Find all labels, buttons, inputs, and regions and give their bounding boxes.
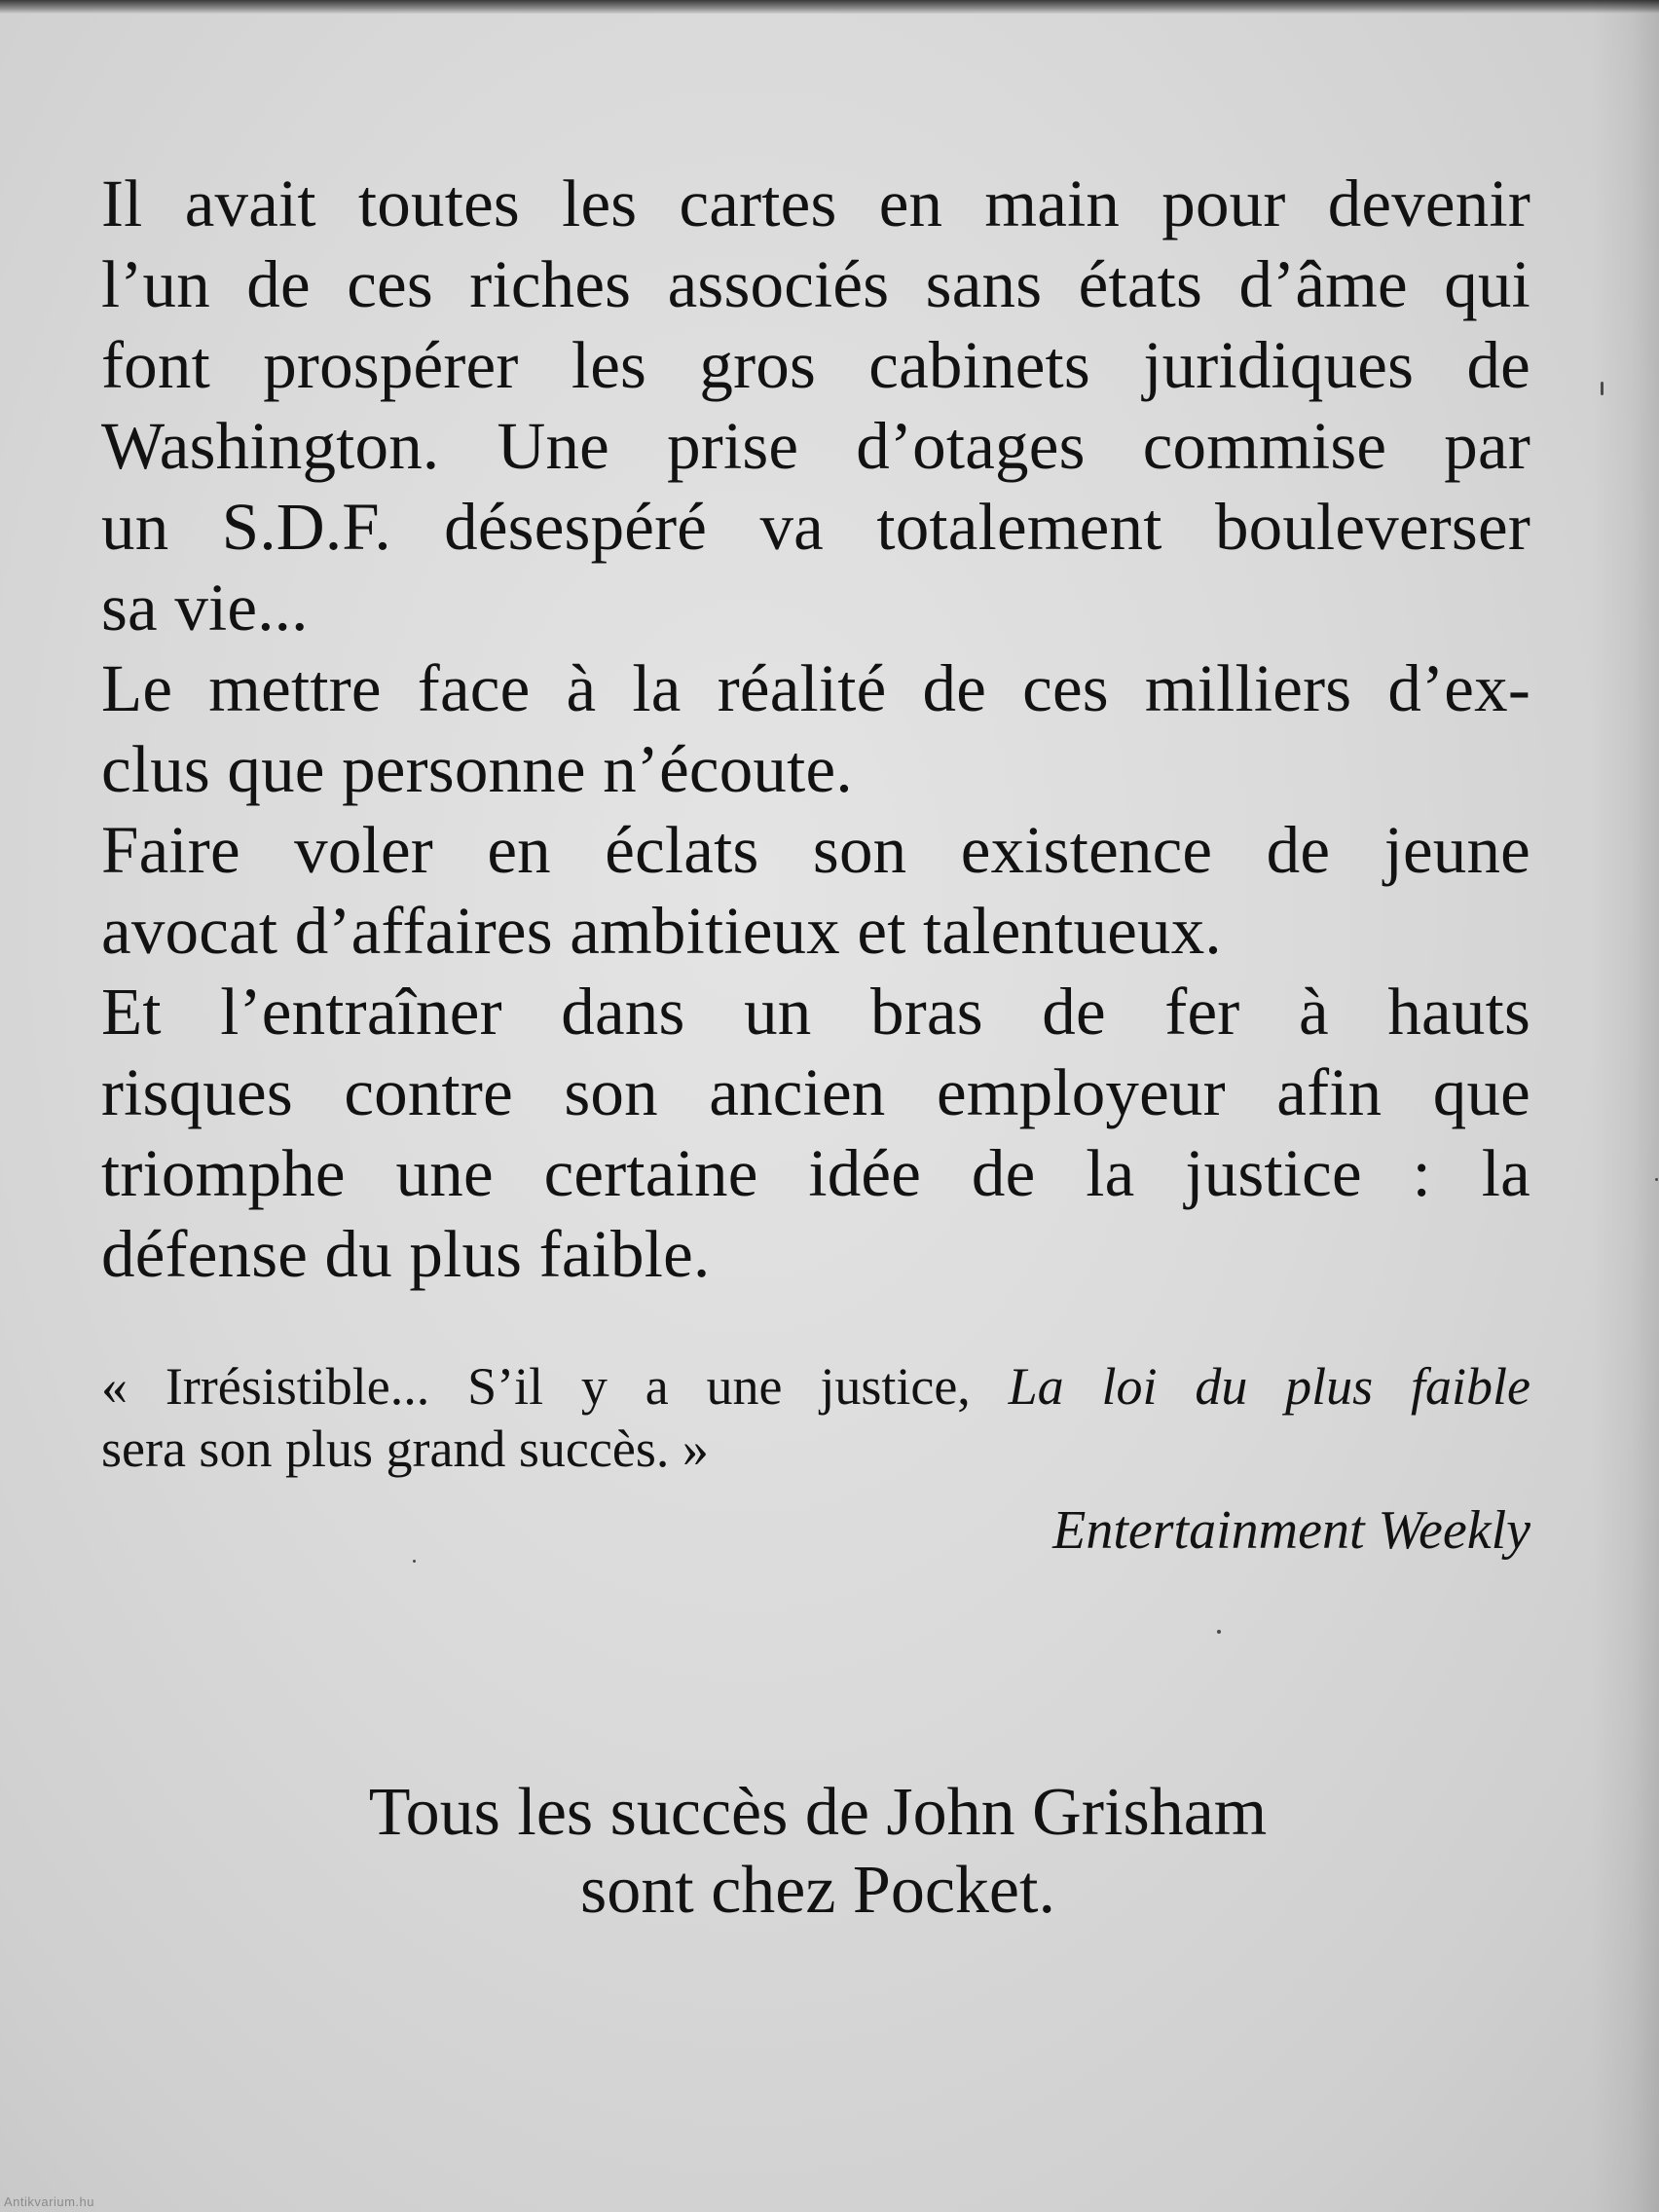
blurb-line: triomphe une certaine idée de la justice : la — [101, 1136, 1530, 1210]
blurb-line: Washington. Une prise d’otages commise par — [101, 409, 1530, 483]
paper-speck — [413, 1560, 416, 1563]
promo-text — [0, 1774, 1636, 1930]
blurb-line: font prospérer les gros cabinets juridiques de — [101, 328, 1530, 402]
review-quote-end: sera son plus grand succès. » — [101, 1419, 709, 1478]
blurb-line: défense du plus faible. — [101, 1217, 711, 1291]
blurb-line: Le mettre face à la réalité de ces milliers d’ex- — [101, 651, 1530, 725]
watermark: Antikvarium.hu — [4, 2194, 94, 2209]
review-source: Entertainment Weekly — [1052, 1500, 1530, 1561]
blurb-line: risques contre son ancien employeur afin que — [101, 1055, 1530, 1129]
blurb-text — [101, 164, 1530, 1295]
paper-speck — [1601, 382, 1604, 395]
review-quote-title: La loi du plus faible — [1008, 1357, 1530, 1416]
promo-line-2: sont chez Pocket. — [580, 1853, 1055, 1928]
blurb-line: clus que personne n’écoute. — [101, 732, 853, 806]
promo-line-1: Tous les succès de John Grisham — [368, 1775, 1268, 1850]
blurb-line: Il avait toutes les cartes en main pour devenir — [101, 166, 1530, 240]
blurb-line: Faire voler en éclats son existence de jeune — [101, 813, 1530, 887]
paper-speck — [1217, 1630, 1221, 1634]
blurb-line: avocat d’affaires ambitieux et talentueux. — [101, 894, 1222, 968]
blurb-line: l’un de ces riches associés sans états d’âme qui — [101, 247, 1530, 321]
review-quote — [101, 1355, 1530, 1480]
review-quote-line — [101, 1355, 1530, 1418]
blurb-line: sa vie... — [101, 571, 309, 645]
blurb-line: Et l’entraîner dans un bras de fer à hauts — [101, 975, 1530, 1049]
blurb-line: un S.D.F. désespéré va totalement bouleverser — [101, 490, 1530, 564]
paper-speck — [1655, 1178, 1658, 1181]
review-quote-start: « Irrésistible... S’il y a une justice, — [101, 1357, 1009, 1416]
top-edge-shadow — [0, 0, 1659, 14]
